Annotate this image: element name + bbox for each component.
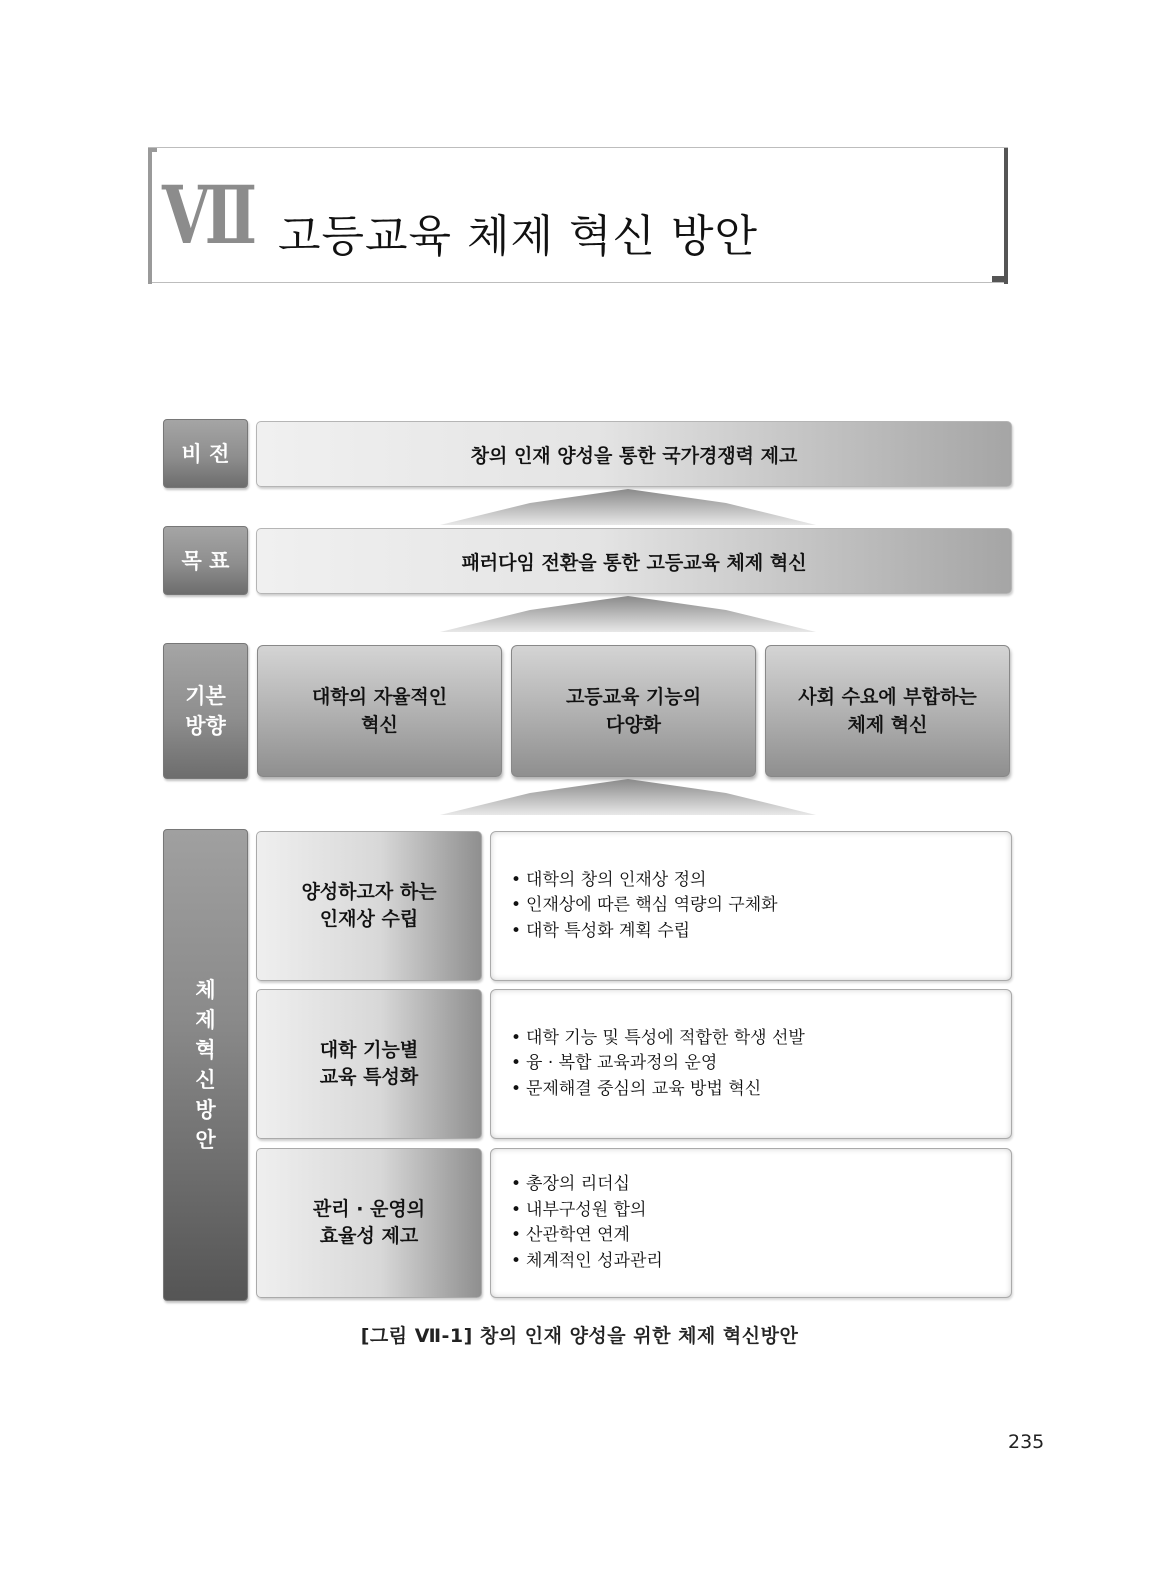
- chapter-number: Ⅶ: [162, 168, 251, 262]
- plans-label-char: 방: [195, 1098, 216, 1122]
- bullet-list: [491, 868, 778, 945]
- header-left-bar: [148, 148, 152, 284]
- plans-label-char: 혁: [195, 1038, 216, 1062]
- direction-diversification: [511, 645, 756, 777]
- bullet-list: [491, 1172, 663, 1274]
- header-left-tick: [148, 148, 157, 152]
- plan-title-talent: [256, 831, 482, 981]
- bullet-item: • 체계적인 성과관리: [511, 1249, 663, 1275]
- up-arrow-3: [256, 779, 1012, 815]
- direction-line: 체제 혁신: [847, 714, 928, 736]
- plan-title-specialization: [256, 989, 482, 1139]
- plan-title-line: 대학 기능별: [319, 1039, 419, 1061]
- plan-title-line: 효율성 제고: [319, 1225, 419, 1247]
- vision-label: 비 전: [163, 419, 248, 488]
- header-right-tick: [992, 276, 1008, 282]
- directions-label: [163, 643, 248, 779]
- plan-title-line: 교육 특성화: [319, 1066, 419, 1088]
- up-arrow-2: [256, 596, 1012, 632]
- direction-line: 사회 수요에 부합하는: [798, 686, 977, 708]
- plans-label-char: 제: [195, 1008, 216, 1032]
- up-arrow-1: [256, 489, 1012, 525]
- plan-title-line: 관리 · 운영의: [312, 1198, 426, 1220]
- direction-line: 다양화: [605, 714, 662, 736]
- plan-details-specialization: [490, 989, 1012, 1139]
- bullet-item: • 대학 특성화 계획 수립: [511, 919, 778, 945]
- figure-caption: [그림 Ⅶ-1] 창의 인재 양성을 위한 체제 혁신방안: [360, 1325, 799, 1347]
- bullet-item: • 대학의 창의 인재상 정의: [511, 868, 778, 894]
- bullet-item: • 내부구성원 합의: [511, 1198, 663, 1224]
- bullet-item: • 문제해결 중심의 교육 방법 혁신: [511, 1077, 805, 1103]
- plan-details-talent: [490, 831, 1012, 981]
- plans-label-char: 신: [195, 1068, 216, 1092]
- direction-social-demand: [765, 645, 1010, 777]
- goal-box: 패러다임 전환을 통한 고등교육 체제 혁신: [256, 528, 1012, 594]
- direction-line: 대학의 자율적인: [311, 686, 448, 708]
- chapter-title: 고등교육 체제 혁신 방안: [278, 211, 758, 262]
- bullet-item: • 인재상에 따른 핵심 역량의 구체화: [511, 893, 778, 919]
- plans-label-char: 안: [195, 1128, 216, 1152]
- page-number: 235: [1008, 1431, 1045, 1453]
- header-right-bar: [1004, 148, 1008, 284]
- plans-label-char: 체: [195, 978, 216, 1002]
- direction-line: 고등교육 기능의: [565, 686, 702, 708]
- directions-label-line: 방향: [185, 714, 226, 738]
- plans-label: [163, 829, 248, 1301]
- plan-title-efficiency: [256, 1148, 482, 1298]
- bullet-item: • 융 · 복합 교육과정의 운영: [511, 1051, 805, 1077]
- bullet-item: • 산관학연 연계: [511, 1223, 663, 1249]
- direction-autonomy: [257, 645, 502, 777]
- plan-title-line: 양성하고자 하는: [301, 881, 437, 903]
- directions-label-line: 기본: [185, 684, 226, 708]
- goal-label: 목 표: [163, 526, 248, 595]
- direction-line: 혁신: [361, 714, 398, 736]
- plan-title-line: 인재상 수립: [319, 908, 419, 930]
- plan-details-efficiency: [490, 1148, 1012, 1298]
- bullet-item: • 대학 기능 및 특성에 적합한 학생 선발: [511, 1026, 805, 1052]
- chapter-header: [148, 147, 1008, 283]
- bullet-list: [491, 1026, 805, 1103]
- bullet-item: • 총장의 리더십: [511, 1172, 663, 1198]
- vision-box: 창의 인재 양성을 통한 국가경쟁력 제고: [256, 421, 1012, 487]
